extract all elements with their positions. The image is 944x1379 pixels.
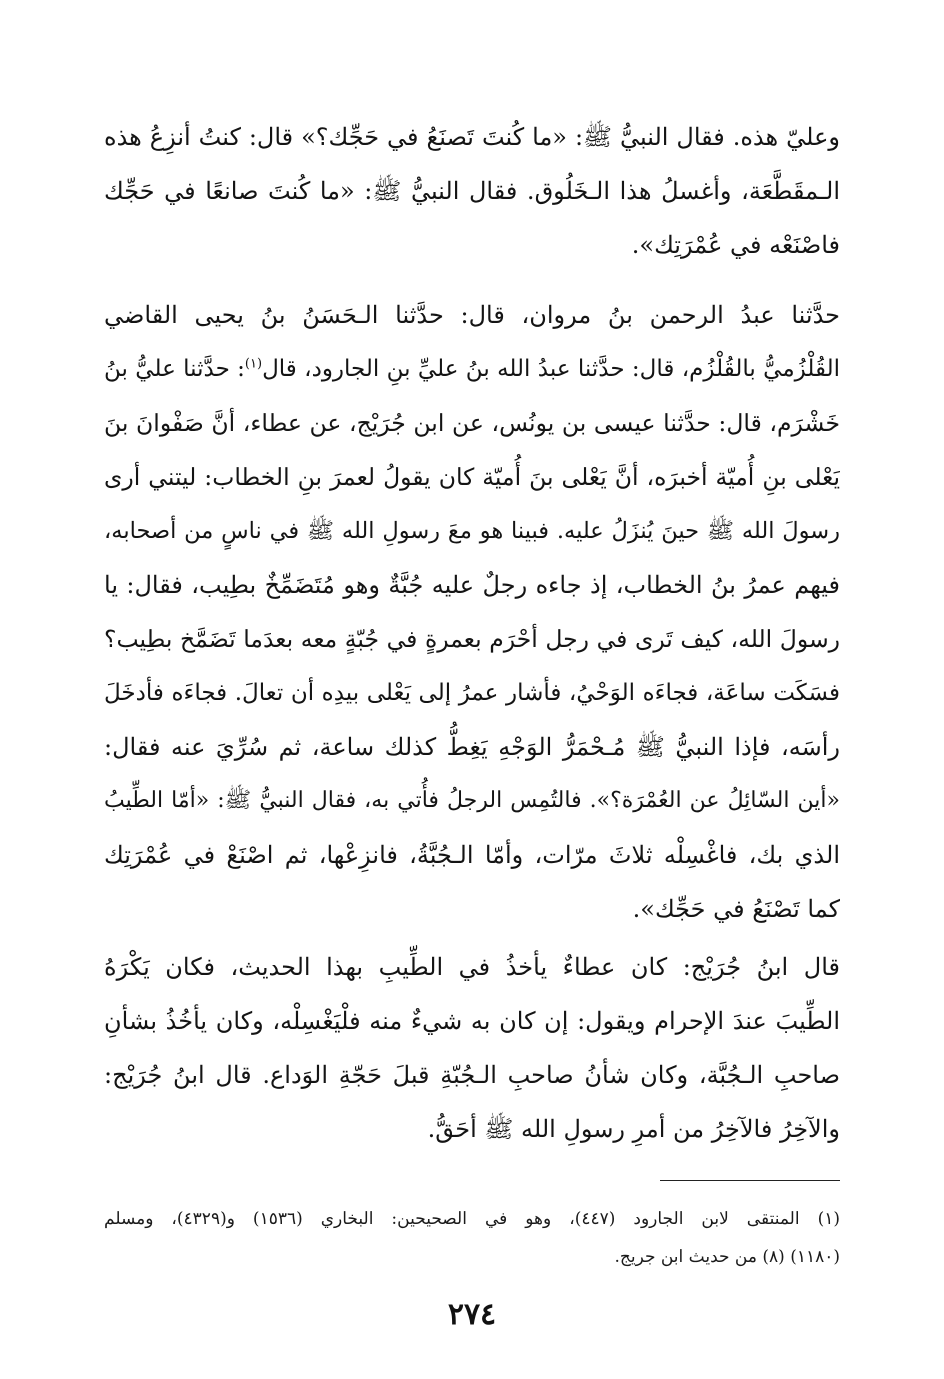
text-line: الذي بك، فاغْسِلْه ثلاثَ مرّات، وأمّا الـجُبَّةُ، فانزِعْها، ثم اصْنَعْ في عُمْرَتِك: [104, 841, 840, 869]
text-line: قال ابنُ جُرَيْج: كان عطاءٌ يأخذُ في الطِّيبِ بهذا الحديث، فكان يَكْرَهُ: [104, 953, 840, 981]
text-line: فيهم عمرُ بنُ الخطاب، إذ جاءه رجلٌ عليه جُبَّةٌ وهو مُتَضَمِّخٌ بطِيب، فقال: يا: [104, 571, 840, 599]
paragraph-2: [104, 288, 840, 936]
page-number: ٢٧٤: [447, 1297, 497, 1332]
text-line: رأسَه، فإذا النبيُّ ﷺ مُـحْمَرُّ الوَجْهِ يَغِطُّ كذلك ساعة، ثم سُرِّيَ عنه فقال:: [104, 733, 840, 761]
text-line: «أين السّائِلُ عن العُمْرَة؟». فالتُمِس الرجلُ فأُتي به، فقال النبيُّ ﷺ: «أمّا الطِّيبُ: [104, 788, 840, 813]
footnote-marker[interactable]: (١): [244, 356, 263, 372]
text-line: وعليّ هذه. فقال النبيُّ ﷺ: «ما كُنتَ تَصنَعُ في حَجِّك؟» قال: كنتُ أنزِعُ هذه: [104, 123, 840, 151]
paragraph-3: [104, 940, 840, 1156]
text-line: فاصْنَعْه في عُمْرَتِك».: [631, 231, 840, 259]
text-line: رسولَ الله ﷺ حينَ يُنزَلُ عليه. فبينا هو معَ رسولِ الله ﷺ في ناسٍ من أصحابه،: [104, 518, 840, 544]
footnotes: [104, 1200, 840, 1276]
paragraph-1: [104, 110, 840, 272]
text-line: خَشْرَم، قال: حدَّثنا عيسى بن يونُس، عن ابن جُرَيْج، عن عطاء، أنَّ صَفْوانَ بنَ: [104, 409, 840, 437]
text-line: يَعْلى بنِ أُميّة أخبرَه، أنَّ يَعْلى بنَ أُميّة كان يقولُ لعمرَ بنِ الخطاب: ليتني أرى: [104, 463, 840, 491]
text-line: [104, 342, 840, 396]
text-line-main: القُلْزُميُّ بالقُلْزُم، قال: حدَّثنا عبدُ الله بنُ عليِّ بنِ الجارود، قال: [262, 356, 840, 382]
text-line: فسَكَت ساعَة، فجاءَه الوَحْيُ، فأشار عمرُ إلى يَعْلى بيدِه أن تعالَ. فجاءَه فأدخَلَ: [104, 680, 840, 706]
footnote-line: (١١٨٠) (٨) من حديث ابن جريج.: [614, 1247, 840, 1267]
footnote-divider: [660, 1180, 840, 1181]
text-line-tail: : حدَّثنا عليُّ بنُ: [104, 356, 245, 382]
text-line: الـمقَطَّعَة، وأغسلُ هذا الـخَلُوق. فقال النبيُّ ﷺ: «ما كُنتَ صانعًا في حَجِّك: [104, 177, 840, 205]
text-line: حدَّثنا عبدُ الرحمن بنُ مروان، قال: حدَّثنا الـحَسَنُ بنُ يحيى القاضي: [104, 301, 840, 329]
text-line: رسولَ الله، كيف تَرى في رجل أحْرَم بعمرةٍ في جُبّةٍ معه بعدَما تَضَمَّخ بطِيب؟: [104, 625, 840, 653]
footnote-line: (١) المنتقى لابن الجارود (٤٤٧)، وهو في الصحيحين: البخاري (١٥٣٦) و(٤٣٢٩)، ومسلم: [104, 1209, 840, 1229]
text-line: الطِّيبَ عندَ الإحرام ويقول: إن كان به شيءٌ منه فلْيَغْسِلْه، وكان يأخُذُ بشأنِ: [104, 1007, 840, 1035]
text-line: صاحبِ الـجُبَّة، وكان شأنُ صاحبِ الـجُبّةِ قبلَ حَجّةِ الوَداع. قال ابنُ جُرَيْج:: [104, 1061, 840, 1089]
text-line: كما تَصْنَعُ في حَجِّك».: [632, 895, 840, 923]
text-line: والآخِرُ فالآخِرُ من أمرِ رسولِ الله ﷺ أحَقُّ.: [427, 1115, 840, 1143]
